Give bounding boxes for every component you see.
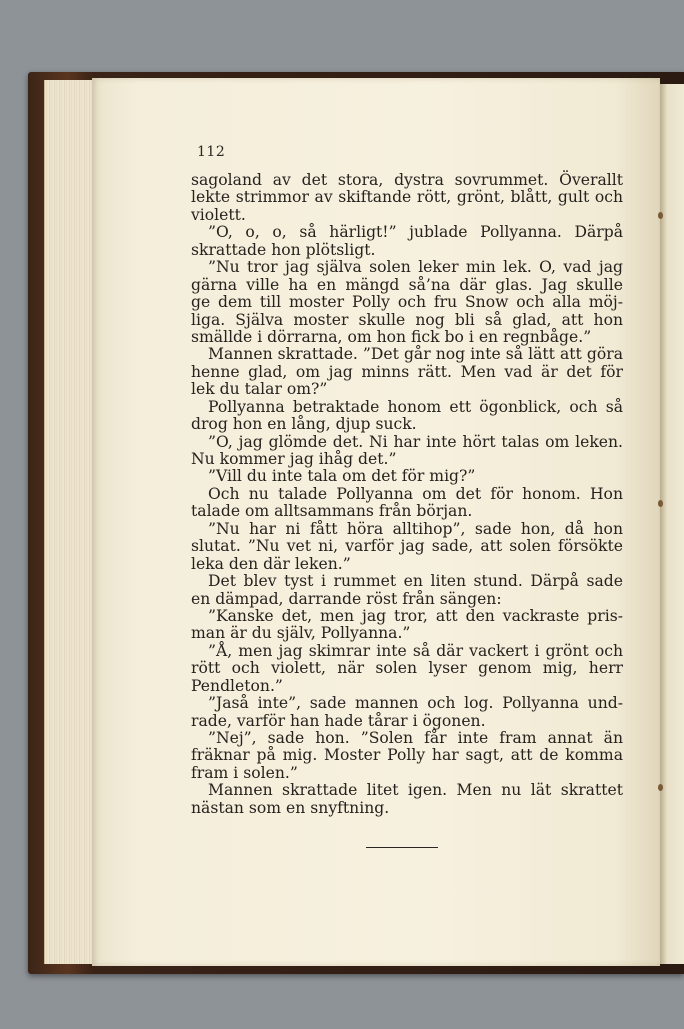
chapter-end-divider [366,847,438,848]
binding-mark [658,784,663,791]
text-line: ”Nu tror jag själva solen leker min lek. O, vad jag [208,258,623,277]
text-line: lekte strimmor av skiftande rött, grönt, blått, gult och [191,188,623,207]
text-line: rade, varför han hade tårar i ögonen. [191,711,486,730]
text-line: drog hon en lång, djup suck. [191,415,417,434]
text-line: Pendleton.” [191,676,283,695]
text-line: liga. Själva moster skulle nog bli så glad, att hon [191,310,623,329]
text-line: Mannen skrattade. ”Det går nog inte så lätt att göra [208,345,623,364]
page-number: 112 [197,144,226,160]
text-line: Pollyanna betraktade honom ett ögonblick, och så [208,397,623,416]
text-line: slutat. ”Nu vet ni, varför jag sade, att solen försökte [191,537,623,556]
text-line: Mannen skrattade litet igen. Men nu lät skrattet [208,781,623,800]
text-line: nästan som en snyftning. [191,798,390,817]
text-line: sagoland av det stora, dystra sovrummet. Överallt [191,171,623,189]
text-line: gärna ville ha en mängd så’na där glas. Jag skulle [191,275,623,294]
text-line: rött och violett, när solen lyser genom mig, herr [191,659,623,678]
text-line: talade om alltsammans från början. [191,502,473,521]
text-line: ”O, jag glömde det. Ni har inte hört talas om leken. [208,432,623,451]
text-line: ”Vill du inte tala om det för mig?” [208,467,476,486]
text-line: ”O, o, o, så härligt!” jublade Pollyanna. Därpå [208,223,623,242]
text-line: ”Nej”, sade hon. ”Solen får inte fram annat än [208,729,623,747]
text-line: lek du talar om?” [191,380,328,399]
text-line: fram i solen.” [191,763,298,782]
page-edges [44,80,97,964]
text-line: fräknar på mig. Moster Polly har sagt, att de komma [191,746,623,765]
text-line: Det blev tyst i rummet en liten stund. Därpå sade [208,572,623,591]
text-line: smällde i dörrarna, om hon fick bo i en regnbåge.” [191,327,592,346]
text-line: ”Kanske det, men jag tror, att den vackraste pris- [208,606,623,625]
binding-mark [658,500,663,507]
text-line: leka den där leken.” [191,554,351,573]
body-text [191,172,623,817]
text-line: ”Å, men jag skimrar inte så där vackert i grönt och [208,641,623,660]
text-line: skrattade hon plötsligt. [191,240,376,259]
text-line: Nu kommer jag ihåg det.” [191,450,397,468]
text-line: Och nu talade Pollyanna om det för honom. Hon [208,484,623,503]
text-line: henne glad, om jag minns rätt. Men vad är det för [191,362,623,381]
text-line: en dämpad, darrande röst från sängen: [191,589,502,608]
next-page-edge [660,84,684,964]
text-line: ge dem till moster Polly och fru Snow och alla möj- [191,293,623,312]
text-line: ”Jaså inte”, sade mannen och log. Pollyanna und- [208,694,623,713]
binding-mark [658,212,663,219]
text-line: man är du själv, Pollyanna.” [191,624,411,643]
text-line: ”Nu har ni fått höra alltihop”, sade hon, då hon [208,519,623,538]
text-line: violett. [191,205,246,224]
